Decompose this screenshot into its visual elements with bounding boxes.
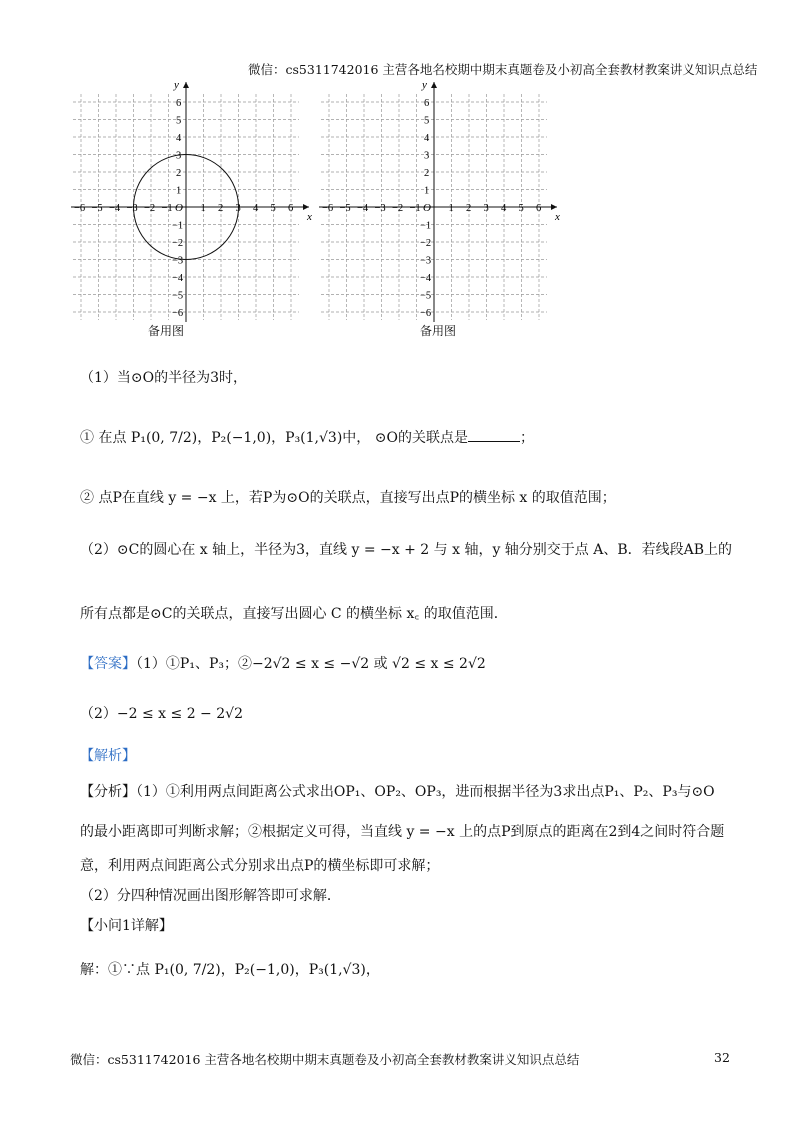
answer-section [80,654,486,674]
coordinate-figures [60,70,580,350]
x-tick-label: 4 [501,203,507,214]
question-1-1-points: P₁(0, 7/2)，P₂(−1,0)，P₃(1,√3)中， [130,430,371,446]
x-axis-arrow [551,204,557,210]
fenxi-line-2: 的最小距离即可判断求解；②根据定义可得，当直线 y = −x 上的点P到原点的距离在2到4之间时符合题 [80,824,725,840]
y-tick-label: 1 [424,185,430,197]
x-tick-label: −4 [109,203,121,214]
x-tick-label: 5 [518,203,524,214]
fenxi-line-1 [80,782,715,802]
x-axis-arrow [303,204,309,210]
x-tick-label: −1 [409,203,421,214]
x-tick-label: 3 [483,203,489,214]
y-tick-label: −1 [172,220,184,232]
answer-label: 【答案】 [80,656,136,672]
y-tick-label: 6 [424,98,430,109]
x-tick-label: −1 [161,203,173,214]
y-tick-label: −2 [420,238,432,249]
origin-label: O [175,202,183,214]
y-tick-label: −2 [172,238,184,249]
y-axis-label: y [174,79,179,91]
x-tick-label: 4 [253,203,259,214]
x-tick-label: 6 [288,203,294,214]
x-tick-label: −6 [322,203,334,214]
x-tick-label: −4 [357,203,369,214]
page-number: 32 [714,1050,730,1065]
x-tick-label: 5 [270,203,276,214]
figure-caption-right: 备用图 [420,324,457,338]
y-tick-label: 5 [424,115,430,127]
answer-blank [468,429,520,442]
origin-label: O [423,202,431,214]
y-tick-label: −3 [172,255,184,267]
x-tick-label: −5 [91,203,103,214]
question-1-1-lead: ① 在点 [80,430,127,446]
page-header: 微信：cs5311742016 主营各地名校期中期末真题卷及小初高全套教材教案讲义知识点总结 [248,62,758,77]
y-tick-label: −6 [420,308,432,319]
y-tick-label: −3 [420,255,432,267]
x-tick-label: 1 [200,203,206,214]
y-tick-label: 4 [176,133,182,144]
y-tick-label: 2 [176,168,182,179]
x-tick-label: −3 [126,203,138,214]
y-tick-label: −5 [420,290,432,302]
fenxi-line-4: （2）分四种情况画出图形解答即可求解． [80,888,341,904]
y-tick-label: 2 [424,168,430,179]
question-1: （1）当⊙O的半径为3时， [80,370,248,386]
question-2-line-1: （2）⊙C的圆心在 x 轴上，半径为3，直线 y = −x + 2 与 x 轴，y 轴分别交于点 A、B．若线段AB上的 [80,542,733,558]
question-1-1-tail: ⊙O的关联点是 [374,430,468,446]
x-tick-label: 2 [466,203,472,214]
fenxi-label: 【分析】 [80,784,136,800]
y-tick-label: 5 [176,115,182,127]
solution-line-1: 解：①∵点 P₁(0, 7/2)，P₂(−1,0)，P₃(1,√3)， [80,962,380,978]
question-2-line-2: 所有点都是⊙C的关联点，直接写出圆心 C 的横坐标 x꜀ 的取值范围． [80,606,508,622]
figure-caption-left: 备用图 [148,324,185,338]
answer-line-1: （1）①P₁、P₃；②−2√2 ≤ x ≤ −√2 或 √2 ≤ x ≤ 2√2 [136,656,486,672]
y-axis-arrow [183,82,189,88]
x-tick-label: 2 [218,203,224,214]
figure-blank-grid [319,79,560,322]
y-tick-label: 4 [424,133,430,144]
y-tick-label: 3 [176,150,182,162]
y-axis-label: y [422,79,427,91]
x-axis-label: x [555,211,560,223]
x-tick-label: −5 [339,203,351,214]
x-tick-label: 3 [235,203,241,214]
y-axis-arrow [431,82,437,88]
answer-line-2: （2）−2 ≤ x ≤ 2 − 2√2 [80,706,243,722]
y-tick-label: 3 [424,150,430,162]
x-axis-label: x [307,211,312,223]
y-tick-label: −5 [172,290,184,302]
y-tick-label: −4 [172,273,184,284]
page-footer: 微信：cs5311742016 主营各地名校期中期末真题卷及小初高全套教材教案讲义知识点总结 [70,1052,580,1067]
fenxi-line-3: 意，利用两点间距离公式分别求出点P的横坐标即可求解； [80,858,440,874]
small-question-heading: 【小问1详解】 [80,918,173,934]
y-tick-label: −1 [420,220,432,232]
x-tick-label: 1 [448,203,454,214]
y-tick-label: −6 [172,308,184,319]
y-tick-label: 1 [176,185,182,197]
figure-with-circle [71,79,312,322]
fenxi-text-1: （1）①利用两点间距离公式求出OP₁、OP₂、OP₃，进而根据半径为3求出点P₁、P₂、P₃与⊙O [136,784,715,800]
question-1-1-end: ； [519,430,534,446]
x-tick-label: −2 [144,203,156,214]
x-tick-label: −3 [374,203,386,214]
question-1-1 [80,428,534,448]
x-tick-label: −2 [392,203,404,214]
y-tick-label: 6 [176,98,182,109]
analysis-label: 【解析】 [80,748,136,764]
x-tick-label: −6 [74,203,86,214]
question-1-2: ② 点P在直线 y = −x 上，若P为⊙O的关联点，直接写出点P的横坐标 x 的取值范围； [80,490,616,506]
y-tick-label: −4 [420,273,432,284]
x-tick-label: 6 [536,203,542,214]
